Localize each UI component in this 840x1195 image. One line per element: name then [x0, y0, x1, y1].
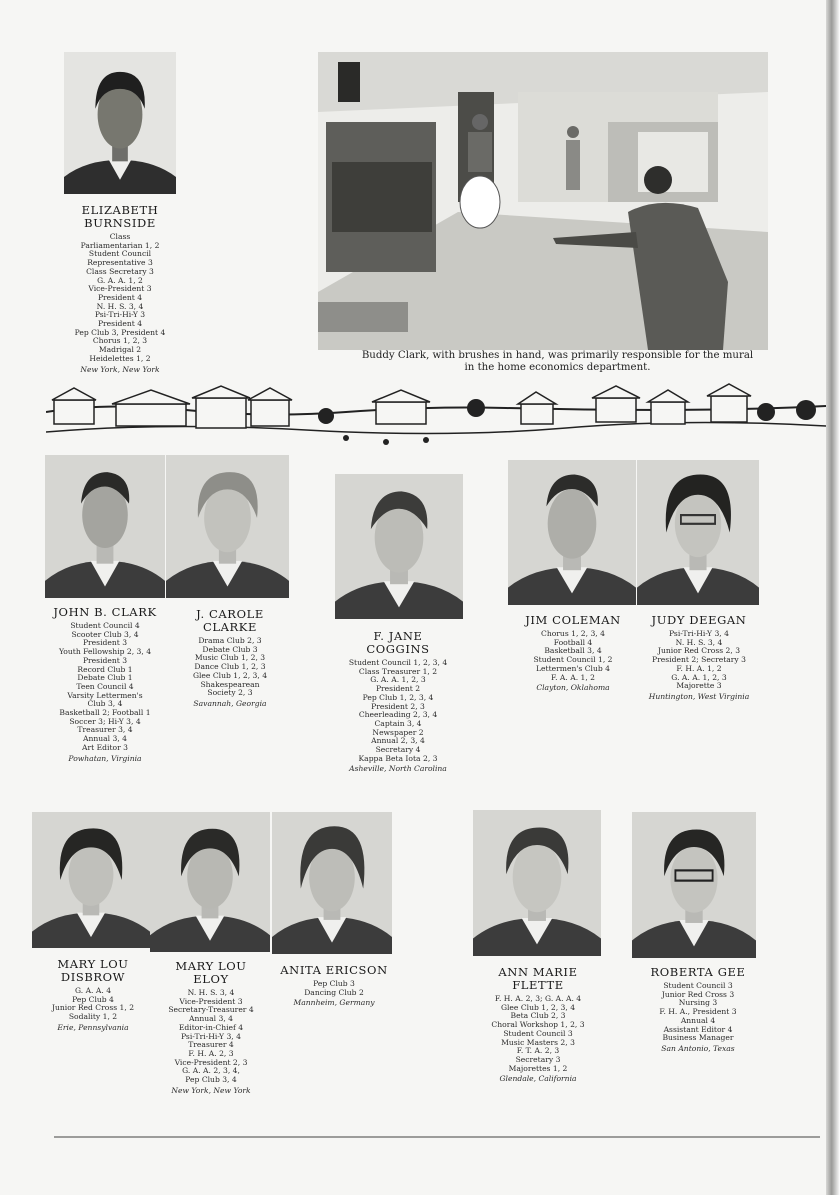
activity-line: President 3 — [82, 655, 128, 665]
activity-line: President 2, 3 — [371, 701, 425, 711]
activity-line: Drama Club 2, 3 — [198, 636, 262, 645]
activity-line: Student Council 3 — [503, 1028, 573, 1038]
activity-line: Vice-President 3 — [179, 996, 243, 1006]
activity-line: Scooter Club 3, 4 — [71, 629, 139, 639]
activities-mary-lou-eloy — [152, 989, 270, 1085]
activity-line: Music Masters 2, 3 — [501, 1037, 575, 1047]
card-elizabeth-burnside — [50, 204, 190, 374]
activity-line: Treasurer 4 — [188, 1040, 234, 1050]
hometown-mary-lou-eloy: New York, New York — [171, 1085, 251, 1095]
activity-line: F. H. A. 1, 2 — [676, 663, 722, 673]
activity-line: N. H. S. 3, 4 — [96, 301, 144, 311]
activities-john-b-clark — [40, 622, 170, 753]
activities-jim-coleman — [510, 630, 636, 682]
activity-line: Vice-President 2, 3 — [174, 1057, 248, 1067]
activity-line: N. H. S. 3, 4 — [187, 988, 235, 997]
activity-line: Editor-in-Chief 4 — [178, 1022, 244, 1032]
name-f-jane-coggins: F. JANE COGGINS — [366, 629, 430, 656]
activity-line: Teen Council 4 — [76, 681, 134, 691]
name-j-carole-clarke: J. CAROLE CLARKE — [196, 607, 264, 634]
activity-line: Psi-Tri-Hi-Y 3, 4 — [181, 1031, 241, 1041]
photo-judy-deegan — [637, 460, 759, 605]
hometown-f-jane-coggins: Asheville, North Carolina — [349, 764, 447, 774]
activity-line: Beta Club 2, 3 — [510, 1011, 566, 1021]
activity-line: Class Secretary 3 — [86, 266, 154, 276]
activity-line: Glee Club 1, 2, 3, 4 — [500, 1002, 576, 1012]
activity-line: G. A. A. 1, 2 — [97, 275, 143, 285]
activities-mary-lou-disbrow — [38, 987, 148, 1022]
photo-ann-marie-flette — [473, 810, 601, 956]
photo-elizabeth-burnside — [64, 52, 176, 194]
name-anita-ericson: ANITA ERICSON — [280, 963, 388, 977]
activity-line: Psi-Tri-Hi-Y 3 — [94, 310, 146, 320]
activity-line: Student Council 3 — [663, 981, 733, 990]
name-mary-lou-eloy: MARY LOU ELOY — [175, 959, 247, 986]
card-ann-marie-flette — [470, 966, 606, 1083]
mural-photo — [318, 52, 768, 350]
photo-roberta-gee — [632, 812, 756, 958]
card-mary-lou-eloy — [152, 960, 270, 1095]
activity-line: President 2; Secretary 3 — [652, 655, 746, 665]
activity-line: Club 3, 4 — [87, 699, 123, 709]
photo-f-jane-coggins — [335, 474, 463, 619]
photo-john-b-clark — [45, 455, 165, 598]
activity-line: N. H. S. 3, 4 — [675, 637, 723, 647]
activity-line: Basketball 3, 4 — [544, 646, 602, 656]
activities-roberta-gee — [636, 982, 760, 1043]
activity-line: Choral Workshop 1, 2, 3 — [491, 1020, 585, 1030]
activity-line: Class — [109, 232, 131, 241]
activity-line: Vice-President 3 — [88, 284, 152, 294]
activity-line: Majorettes 1, 2 — [508, 1063, 568, 1073]
activity-line: Secretary 3 — [515, 1054, 561, 1064]
name-mary-lou-disbrow: MARY LOU DISBROW — [57, 957, 129, 984]
activity-line: President 4 — [97, 319, 143, 329]
activity-line: Student Council — [88, 249, 152, 259]
activity-line: Debate Club 3 — [202, 644, 258, 654]
hometown-john-b-clark: Powhatan, Virginia — [68, 753, 142, 763]
activities-f-jane-coggins — [332, 659, 464, 763]
activity-line: Pep Club 4 — [72, 994, 114, 1004]
activity-line: Representative 3 — [87, 258, 153, 268]
activity-line: Lettermen's Club 4 — [536, 663, 610, 673]
activity-line: Football 4 — [553, 637, 593, 647]
activity-line: G. A. A. 1, 2, 3 — [671, 672, 727, 682]
hometown-j-carole-clarke: Savannah, Georgia — [193, 698, 267, 708]
name-john-b-clark: JOHN B. CLARK — [53, 605, 157, 619]
activity-line: Cheerleading 2, 3, 4 — [358, 710, 438, 720]
activity-line: Class Treasurer 1, 2 — [358, 666, 438, 676]
activities-anita-ericson — [275, 980, 393, 997]
hometown-jim-coleman: Clayton, Oklahoma — [536, 683, 610, 693]
card-f-jane-coggins — [332, 630, 464, 773]
activity-line: Dance Club 1, 2, 3 — [194, 662, 266, 672]
activity-line: Madrigal 2 — [98, 345, 142, 355]
name-judy-deegan: JUDY DEEGAN — [651, 613, 747, 627]
card-mary-lou-disbrow — [38, 958, 148, 1032]
mural-caption: Buddy Clark, with brushes in hand, was primarily responsible for the mural in the home economics department. — [361, 350, 754, 373]
activity-line: Secretary 4 — [375, 745, 421, 755]
activity-line: Student Council 1, 2, 3, 4 — [348, 658, 448, 667]
photo-jim-coleman — [508, 460, 636, 605]
activity-line: Junior Red Cross 2, 3 — [657, 646, 741, 656]
activity-line: F. A. A. 1, 2 — [550, 672, 596, 682]
activity-line: Annual 3, 4 — [82, 734, 128, 744]
activity-line: Shakespearean — [200, 679, 260, 689]
activity-line: Business Manager — [662, 1033, 734, 1043]
activity-line: President 4 — [97, 292, 143, 302]
card-jim-coleman — [510, 614, 636, 692]
activity-line: Student Council 4 — [70, 621, 140, 630]
name-elizabeth-burnside: ELIZABETH BURNSIDE — [81, 203, 159, 230]
activities-ann-marie-flette — [470, 995, 606, 1073]
activity-line: Record Club 1 — [77, 664, 133, 674]
activity-line: Nursing 3 — [678, 998, 718, 1008]
activity-line: Junior Red Cross 1, 2 — [51, 1003, 135, 1013]
activity-line: Parliamentarian 1, 2 — [80, 240, 160, 250]
card-anita-ericson — [275, 964, 393, 1007]
activity-line: Pep Club 3, 4 — [185, 1075, 237, 1085]
activity-line: G. A. A. 2, 3, 4, — [182, 1066, 240, 1076]
activity-line: Chorus 1, 2, 3, 4 — [541, 629, 605, 638]
activity-line: Debate Club 1 — [77, 673, 133, 683]
activity-line: Glee Club 1, 2, 3, 4 — [192, 670, 268, 680]
hometown-mary-lou-disbrow: Erie, Pennsylvania — [57, 1022, 129, 1032]
activity-line: Junior Red Cross 3 — [661, 989, 735, 999]
bottom-rule — [54, 1136, 820, 1138]
activity-line: Music Club 1, 2, 3 — [194, 653, 266, 663]
hometown-anita-ericson: Mannheim, Germany — [293, 998, 375, 1008]
activity-line: Kappa Beta Iota 2, 3 — [358, 753, 438, 763]
village-illustration-divider — [46, 382, 826, 458]
card-john-b-clark — [40, 606, 170, 763]
activity-line: Soccer 3; Hi-Y 3, 4 — [69, 716, 141, 726]
activity-line: Student Council 1, 2 — [533, 655, 613, 665]
activity-line: G. A. A. 4 — [74, 986, 112, 995]
activity-line: F. H. A. 2, 3; G. A. A. 4 — [494, 994, 582, 1003]
activity-line: Varsity Lettermen's — [67, 690, 143, 700]
photo-j-carole-clarke — [166, 455, 289, 598]
hometown-ann-marie-flette: Glendale, California — [499, 1074, 577, 1084]
activity-line: Pep Club 3 — [313, 979, 355, 988]
activities-j-carole-clarke — [170, 637, 290, 698]
activity-line: Pep Club 1, 2, 3, 4 — [362, 692, 434, 702]
activity-line: President 2 — [375, 684, 421, 694]
activity-line: Newspaper 2 — [372, 727, 424, 737]
activity-line: Annual 4 — [680, 1015, 716, 1025]
card-roberta-gee — [636, 966, 760, 1053]
activity-line: F. H. A., President 3 — [659, 1007, 737, 1017]
page-edge-shadow — [826, 0, 840, 1195]
activity-line: Assistant Editor 4 — [663, 1024, 733, 1034]
activity-line: President 3 — [82, 638, 128, 648]
name-jim-coleman: JIM COLEMAN — [525, 613, 621, 627]
activity-line: F. H. A. 2, 3 — [188, 1048, 234, 1058]
activity-line: Treasurer 3, 4 — [77, 725, 133, 735]
activity-line: Annual 2, 3, 4 — [371, 736, 425, 746]
hometown-roberta-gee: San Antonio, Texas — [661, 1043, 735, 1053]
activity-line: F. T. A. 2, 3 — [516, 1046, 560, 1056]
activity-line: Majorette 3 — [676, 681, 722, 691]
card-judy-deegan — [638, 614, 760, 701]
name-ann-marie-flette: ANN MARIE FLETTE — [498, 965, 578, 992]
activity-line: Society 2, 3 — [207, 688, 253, 698]
activity-line: Chorus 1, 2, 3 — [92, 336, 148, 346]
hometown-judy-deegan: Huntington, West Virginia — [648, 691, 750, 701]
activity-line: Captain 3, 4 — [374, 718, 422, 728]
activity-line: Secretary-Treasurer 4 — [168, 1005, 254, 1015]
activity-line: Pep Club 3, President 4 — [74, 327, 166, 337]
activity-line: Basketball 2; Football 1 — [59, 708, 151, 718]
activity-line: Dancing Club 2 — [304, 987, 364, 997]
hometown-elizabeth-burnside: New York, New York — [80, 364, 160, 374]
activity-line: G. A. A. 1, 2, 3 — [370, 675, 426, 685]
card-j-carole-clarke — [170, 608, 290, 708]
activity-line: Heidelettes 1, 2 — [89, 353, 151, 363]
activity-line: Sodality 1, 2 — [68, 1012, 118, 1022]
photo-mary-lou-disbrow — [32, 812, 150, 948]
activity-line: Annual 3, 4 — [188, 1014, 234, 1024]
photo-anita-ericson — [272, 812, 392, 954]
activities-judy-deegan — [638, 630, 760, 691]
activities-elizabeth-burnside — [50, 233, 190, 364]
photo-mary-lou-eloy — [150, 812, 270, 952]
activity-line: Youth Fellowship 2, 3, 4 — [58, 647, 152, 657]
name-roberta-gee: ROBERTA GEE — [650, 965, 746, 979]
activity-line: Psi-Tri-Hi-Y 3, 4 — [669, 629, 729, 638]
activity-line: Art Editor 3 — [82, 742, 128, 752]
